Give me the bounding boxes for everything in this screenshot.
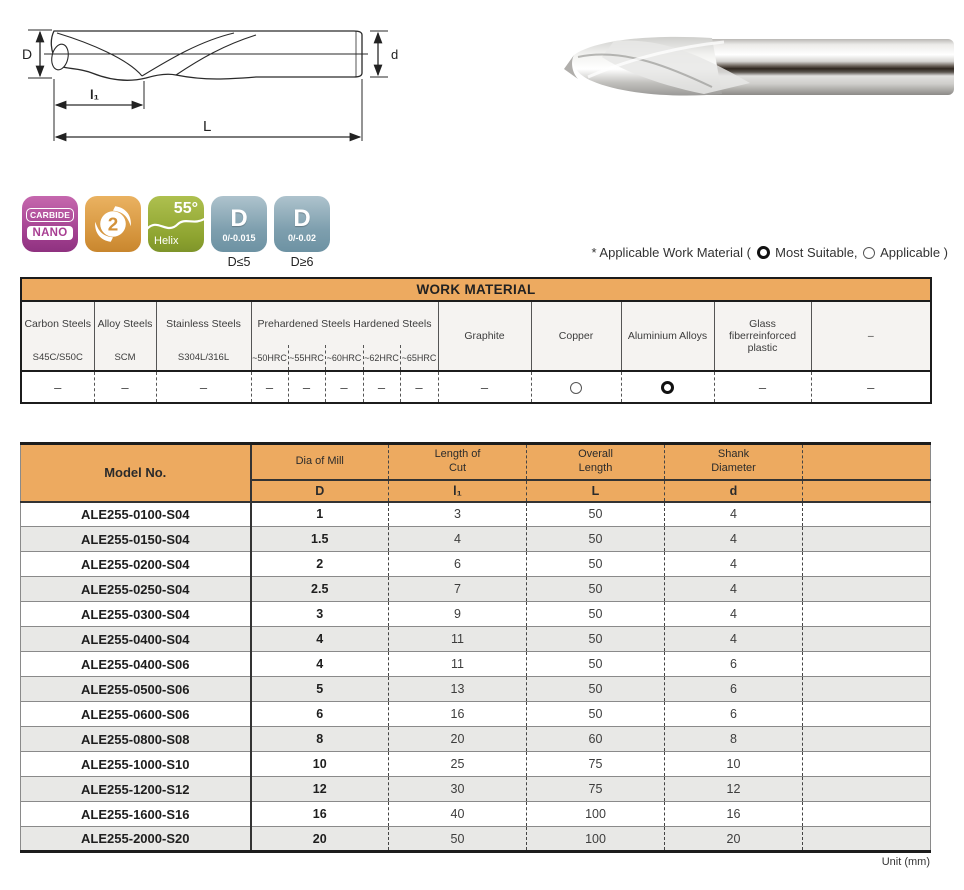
table-row [21,802,931,827]
length-of-cut-cell: 4 [389,527,527,552]
top-section [0,0,964,277]
rating-cell: – [21,371,94,403]
shank-diameter-cell: 4 [665,527,803,552]
table-row [21,827,931,852]
work-material-legend [591,245,948,260]
length-of-cut-cell: 20 [389,727,527,752]
shank-diameter-cell: 20 [665,827,803,852]
rating-cell: – [363,371,400,403]
overall-length-cell: 50 [527,702,665,727]
empty-cell [803,777,931,802]
tolerance-letter: D [293,205,311,232]
model-no-cell: ALE255-0100-S04 [81,506,190,522]
rating-cell [621,371,714,403]
table-row [21,777,931,802]
dia-of-mill-cell: 6 [251,702,389,727]
column-header: Alloy Steels [94,301,156,345]
rating-cell: – [714,371,811,403]
overall-length-cell: 100 [527,802,665,827]
end-mill-dimension-diagram [20,15,460,157]
length-of-cut-cell: 11 [389,627,527,652]
model-no-cell: ALE255-0500-S06 [21,677,251,702]
subheader-empty [803,480,931,502]
tolerance-range: D≤5 [227,255,251,269]
legend-most-suitable: Most Suitable, [775,245,858,260]
model-no-cell: ALE255-0250-S04 [21,577,251,602]
overall-length-cell: 50 [527,502,665,527]
length-of-cut-cell: 50 [389,827,527,852]
badge-flutes [85,196,141,252]
diagram-label-L: L [203,118,212,135]
most-suitable-mark-icon [661,381,674,394]
header-shank-diameter: Shank Diameter [665,444,803,480]
nano-label: NANO [27,226,72,240]
tolerance-large-icon [274,196,330,252]
table-row [21,752,931,777]
length-of-cut-cell: 9 [389,602,527,627]
diagram-label-d: d [391,47,399,62]
column-header: Graphite [438,301,531,371]
dia-of-mill-cell: 8 [251,727,389,752]
carbide-label: CARBIDE [26,208,74,222]
material-grade: S304L/316L [156,345,251,371]
column-header: Copper [531,301,621,371]
dia-of-mill-cell: 1 [251,502,389,527]
most-suitable-mark-icon [757,246,770,259]
header-dia-of-mill: Dia of Mill [251,444,389,480]
table-row [21,702,931,727]
model-no-cell: ALE255-0400-S04 [21,627,251,652]
badge-tolerance-small [211,196,267,269]
badge-tolerance-large [274,196,330,269]
tolerance-range: D≥6 [290,255,314,269]
subheader-L: L [527,480,665,502]
swirl-icon [93,204,133,244]
shank-diameter-cell: 6 [665,702,803,727]
empty-cell [803,552,931,577]
table-row [21,552,931,577]
model-no-cell: ALE255-0150-S04 [21,527,251,552]
applicable-mark-icon [570,382,582,394]
table-row [21,527,931,552]
header-length-of-cut: Length of Cut [389,444,527,480]
overall-length-cell: 50 [527,602,665,627]
header-empty [803,444,931,480]
rating-cell: – [811,371,931,403]
empty-cell [803,502,931,527]
legend-prefix: * Applicable Work Material ( [591,245,751,260]
dia-of-mill-cell: 2 [251,552,389,577]
length-of-cut-cell: 40 [389,802,527,827]
table-row [21,602,931,627]
overall-length-cell: 50 [527,652,665,677]
overall-length-cell: 50 [527,552,665,577]
legend-applicable: Applicable ) [880,245,948,260]
model-no-cell: ALE255-2000-S20 [21,827,251,852]
rating-cell: – [438,371,531,403]
overall-length-cell: 50 [527,577,665,602]
rating-cell: – [251,371,288,403]
table-row [21,502,931,527]
shank-diameter-cell: 10 [665,752,803,777]
length-of-cut-cell: 6 [389,552,527,577]
diagram-label-l1: l₁ [90,87,99,102]
shank-diameter-cell: 4 [665,602,803,627]
rating-cell: – [325,371,363,403]
length-of-cut-cell: 16 [389,702,527,727]
dia-of-mill-cell: 20 [251,827,389,852]
tolerance-value: 0/-0.015 [222,233,256,243]
applicable-mark-icon [863,247,875,259]
model-no-cell: ALE255-0800-S08 [21,727,251,752]
rating-row [21,371,931,403]
shank-diameter-cell: 6 [665,677,803,702]
header-overall-length: Overall Length [527,444,665,480]
dia-of-mill-cell: 16 [251,802,389,827]
hardness-grade: ~62HRC [363,345,400,371]
column-header: – [811,301,931,371]
carbide-nano-icon [22,196,78,252]
dia-of-mill-cell: 10 [251,752,389,777]
shank-diameter-cell: 6 [665,652,803,677]
shank-diameter-cell: 4 [665,552,803,577]
subheader-l1: l₁ [389,480,527,502]
table-row [21,677,931,702]
flute-count: 2 [107,214,119,236]
specs-body [21,502,931,852]
shank-diameter-cell: 16 [665,802,803,827]
rating-cell: – [400,371,438,403]
empty-cell [803,802,931,827]
rating-cell: – [288,371,325,403]
model-no-cell: ALE255-0600-S06 [21,702,251,727]
dia-of-mill-cell: 5 [251,677,389,702]
work-material-title: WORK MATERIAL [21,278,931,301]
overall-length-cell: 60 [527,727,665,752]
dia-of-mill-cell: 2.5 [251,577,389,602]
dia-of-mill-cell: 3 [251,602,389,627]
rating-cell: – [94,371,156,403]
overall-length-cell: 75 [527,777,665,802]
dia-of-mill-cell: 12 [251,777,389,802]
shank-diameter-cell: 12 [665,777,803,802]
length-of-cut-cell: 25 [389,752,527,777]
rating-cell: – [156,371,251,403]
subheader-D: D [251,480,389,502]
table-row [21,577,931,602]
badge-helix [148,196,204,252]
badge-carbide-nano [22,196,78,252]
empty-cell [803,702,931,727]
shank-diameter-cell: 4 [665,502,803,527]
header-model-no: Model No. [21,444,251,502]
work-material-table [20,277,932,404]
specification-table [20,442,931,853]
tolerance-value: 0/-0.02 [287,233,317,243]
empty-cell [803,727,931,752]
column-header: Glass fiberreinforced plastic [714,301,811,371]
overall-length-cell: 50 [527,527,665,552]
dia-of-mill-cell: 1.5 [251,527,389,552]
tolerance-small-icon [211,196,267,252]
length-of-cut-cell: 13 [389,677,527,702]
overall-length-cell: 100 [527,827,665,852]
end-mill-product-photo [552,15,962,117]
hardness-grade: ~50HRC [251,345,288,371]
hardness-grade: ~65HRC [400,345,438,371]
empty-cell [803,677,931,702]
empty-cell [803,652,931,677]
overall-length-cell: 50 [527,677,665,702]
tolerance-letter: D [230,205,248,232]
subheader-d: d [665,480,803,502]
hardness-grade: ~60HRC [325,345,363,371]
two-flute-icon [85,196,141,252]
column-header: Carbon Steels [21,301,94,345]
table-row [21,627,931,652]
length-of-cut-cell: 30 [389,777,527,802]
model-no-cell: ALE255-0200-S04 [21,552,251,577]
column-header: Stainless Steels [156,301,251,345]
feature-badges [22,196,330,269]
material-grade: SCM [94,345,156,371]
model-no-cell: ALE255-0300-S04 [21,602,251,627]
dia-of-mill-cell: 4 [251,627,389,652]
length-of-cut-cell: 3 [389,502,527,527]
diagram-label-D: D [22,46,33,62]
helix-icon [148,196,204,252]
empty-cell [803,527,931,552]
empty-cell [803,602,931,627]
rating-cell [531,371,621,403]
empty-cell [803,752,931,777]
shank-diameter-cell: 4 [665,627,803,652]
table-row [21,652,931,677]
shank-diameter-cell: 4 [665,577,803,602]
model-no-cell: ALE255-1600-S16 [21,802,251,827]
empty-cell [803,827,931,852]
empty-cell [803,627,931,652]
helix-label: Helix [154,235,179,247]
length-of-cut-cell: 7 [389,577,527,602]
overall-length-cell: 75 [527,752,665,777]
overall-length-cell: 50 [527,627,665,652]
model-no-cell: ALE255-1200-S12 [21,777,251,802]
length-of-cut-cell: 11 [389,652,527,677]
hardness-grade: ~55HRC [288,345,325,371]
unit-label: Unit (mm) [881,856,930,868]
material-grade: S45C/S50C [21,345,94,371]
empty-cell [803,577,931,602]
column-header-group: Prehardened Steels Hardened Steels [251,301,438,345]
helix-angle: 55° [173,200,198,217]
dia-of-mill-cell: 4 [251,652,389,677]
shank-diameter-cell: 8 [665,727,803,752]
model-no-cell: ALE255-0400-S06 [21,652,251,677]
column-header: Aluminium Alloys [621,301,714,371]
model-no-cell: ALE255-1000-S10 [21,752,251,777]
table-row [21,727,931,752]
